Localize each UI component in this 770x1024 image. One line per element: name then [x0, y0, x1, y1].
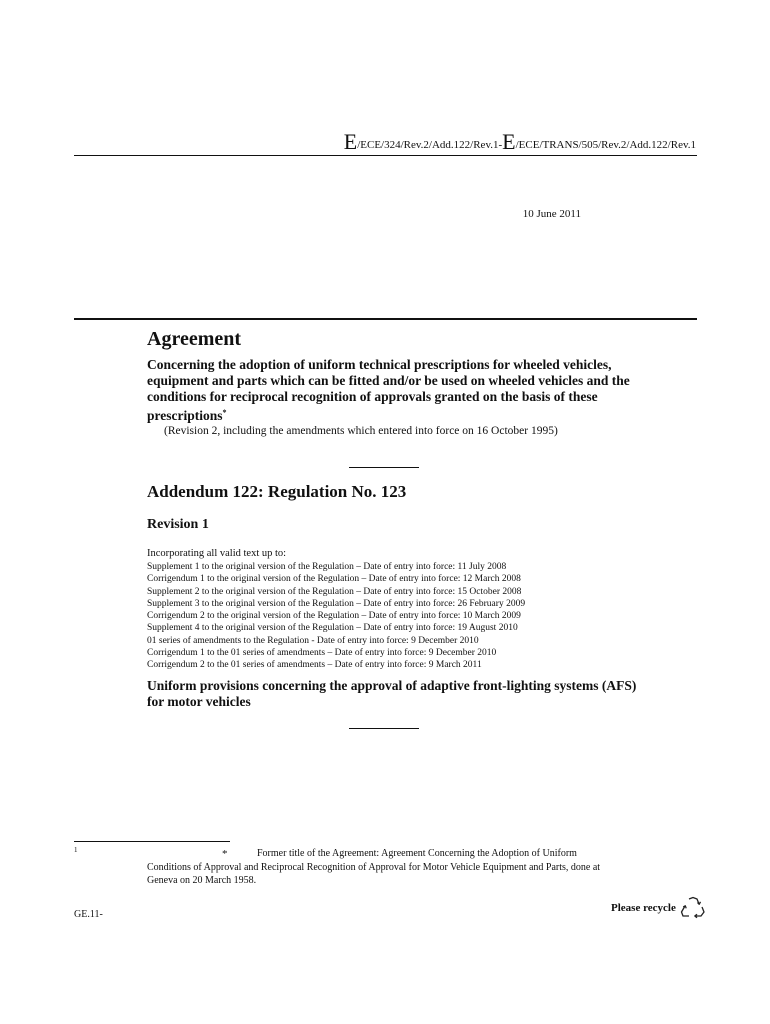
agreement-subtitle [147, 357, 667, 424]
footnote-text: Former title of the Agreement: Agreement Concerning the Adoption of Uniform Conditions of Approval and Reciprocal Recognition of Approval for Motor Vehicle Equipment and Parts, done at Geneva on 20 March 1958. [147, 848, 601, 886]
document-date: 10 June 2011 [522, 208, 581, 220]
incorporating-text: Incorporating all valid text up to: [147, 548, 287, 559]
recycle-icon [680, 896, 706, 920]
list-item: Corrigendum 2 to the original version of the Regulation – Date of entry into force: 10 March 2009 [147, 611, 521, 622]
symbol-prefix-2: E [502, 129, 516, 154]
list-item: Supplement 3 to the original version of the Regulation – Date of entry into force: 26 February 2009 [147, 598, 526, 609]
recycle-label: Please recycle [611, 902, 676, 914]
footnote-number: 1 [74, 846, 78, 854]
list-item: 01 series of amendments to the Regulation - Date of entry into force: 9 December 2010 [147, 635, 479, 646]
revision-heading: Revision 1 [147, 517, 209, 532]
list-item: Corrigendum 1 to the original version of the Regulation – Date of entry into force: 12 March 2008 [147, 574, 521, 585]
separator-rule [349, 728, 419, 729]
list-item: Corrigendum 1 to the 01 series of amendments – Date of entry into force: 9 December 2010 [147, 648, 497, 659]
list-item: Supplement 2 to the original version of the Regulation – Date of entry into force: 15 October 2008 [147, 586, 522, 597]
symbol-rest-2: /ECE/TRANS/505/Rev.2/Add.122/Rev.1 [515, 139, 696, 151]
footnote-marker[interactable]: * [222, 408, 227, 417]
agreement-subtitle-text: Concerning the adoption of uniform technical prescriptions for wheeled vehicles, equipment and parts which can be fitted and/or be used on wheeled vehicles and the conditions for reciprocal recognition of approvals granted on the basis of these prescriptions [147, 357, 630, 423]
agreement-title: Agreement [147, 328, 242, 350]
symbol-rest-1: /ECE/324/Rev.2/Add.122/Rev.1- [357, 139, 503, 151]
symbol-prefix-1: E [343, 129, 358, 154]
header-rule [74, 155, 697, 156]
document-symbol [344, 131, 696, 156]
separator-rule [349, 467, 419, 468]
addendum-title: Addendum 122: Regulation No. 123 [147, 482, 407, 501]
footnote-star: * [222, 848, 228, 860]
supplement-list [147, 561, 525, 672]
list-item: Supplement 4 to the original version of the Regulation – Date of entry into force: 19 August 2010 [147, 623, 518, 634]
revision-note: (Revision 2, including the amendments which entered into force on 16 October 1995) [164, 425, 558, 437]
list-item: Corrigendum 2 to the 01 series of amendments – Date of entry into force: 9 March 2011 [147, 660, 482, 671]
list-item: Supplement 1 to the original version of the Regulation – Date of entry into force: 11 July 2008 [147, 562, 507, 572]
ge-code: GE.11- [74, 909, 103, 920]
footnote-rule [74, 841, 230, 842]
uniform-provisions-title: Uniform provisions concerning the approval of adaptive front-lighting systems (AFS) for motor vehicles [147, 678, 637, 709]
title-rule [74, 318, 697, 320]
